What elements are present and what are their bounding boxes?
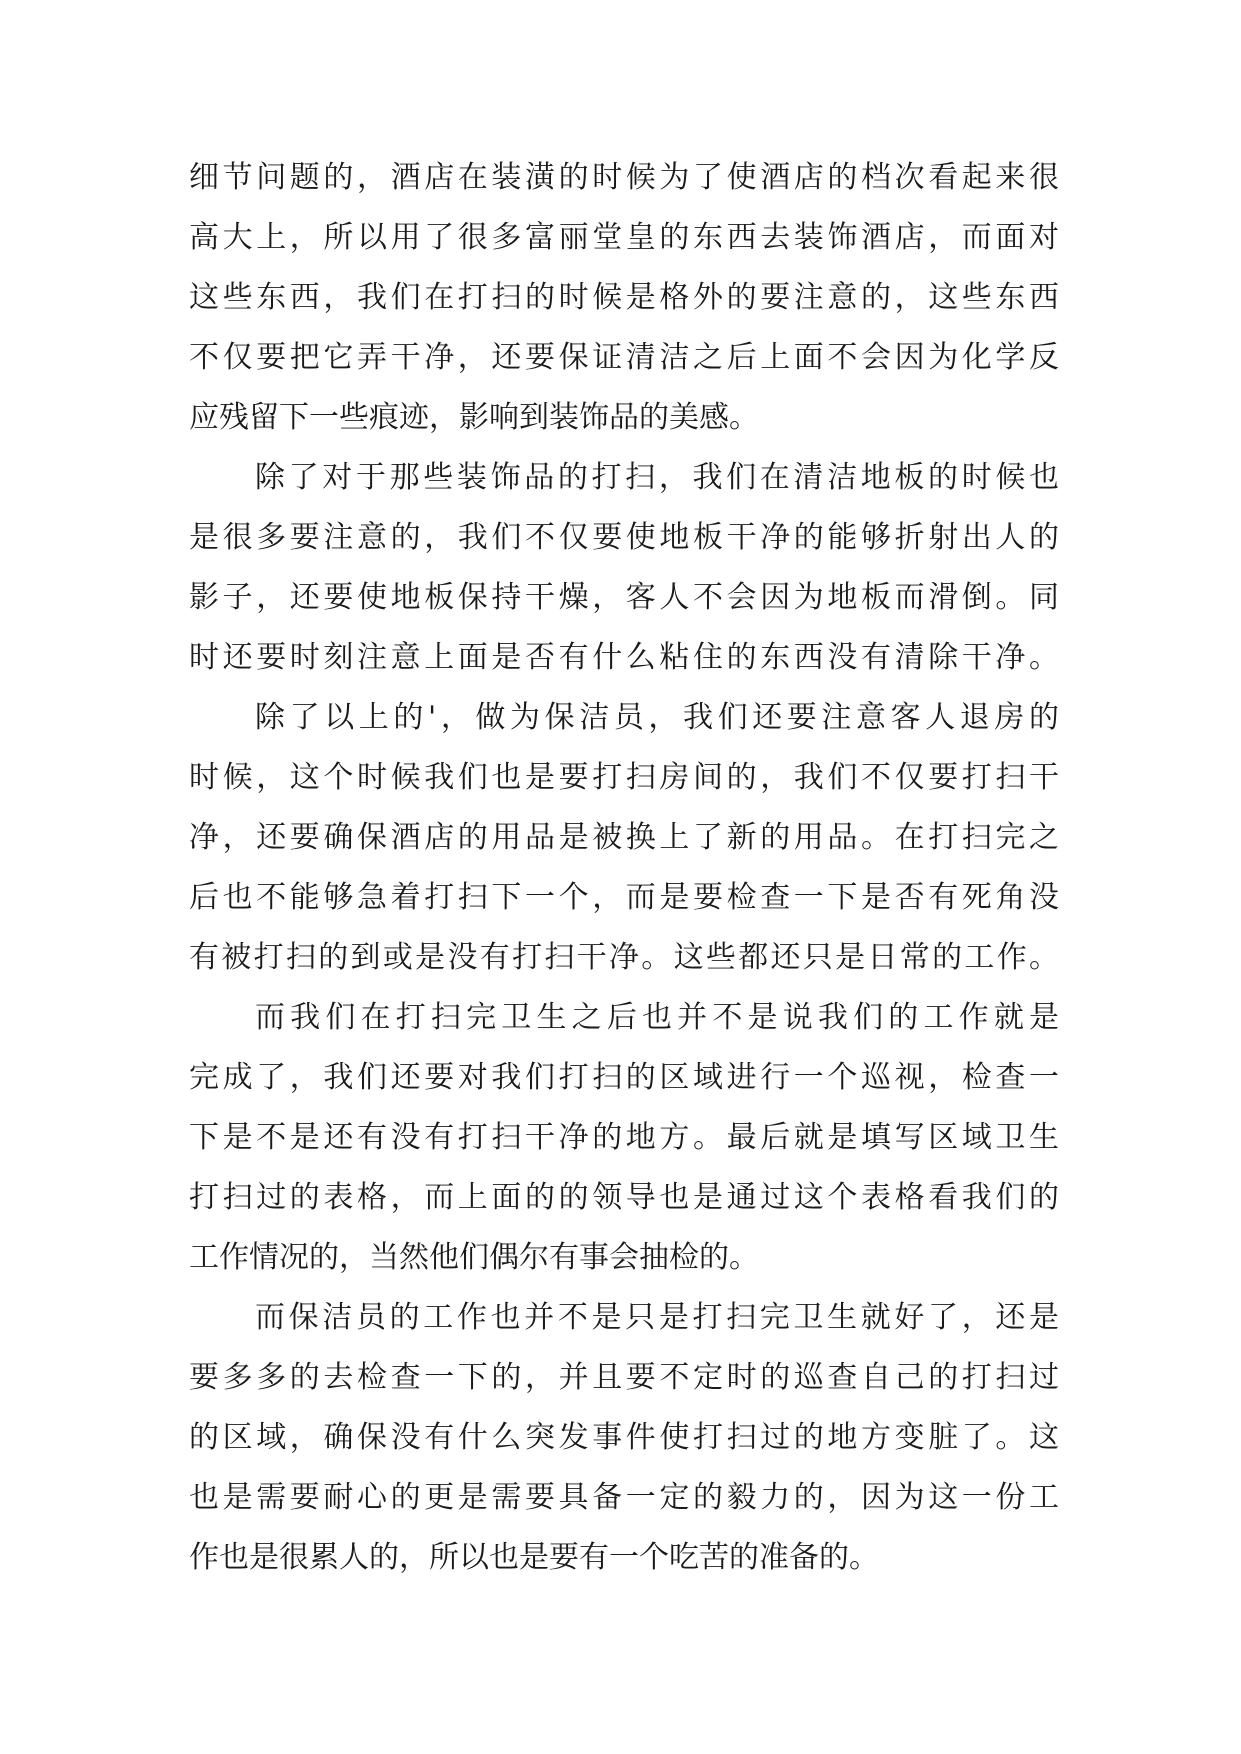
- text-line: 有被打扫的到或是没有打扫干净。这些都还只是日常的工作。: [189, 940, 1059, 975]
- text-line: 应残留下一些痕迹，影响到装饰品的美感。: [189, 400, 759, 435]
- text-line: 要多多的去检查一下的，并且要不定时的巡查自己的打扫过: [189, 1360, 1059, 1395]
- text-line: 也是需要耐心的更是需要具备一定的毅力的，因为这一份工: [189, 1480, 1059, 1515]
- text-line: 是很多要注意的，我们不仅要使地板干净的能够折射出人的: [189, 520, 1059, 555]
- text-line: 细节问题的，酒店在装潢的时候为了使酒店的档次看起来很: [189, 160, 1059, 195]
- text-line: 工作情况的，当然他们偶尔有事会抽检的。: [189, 1240, 759, 1275]
- text-line: 这些东西，我们在打扫的时候是格外的要注意的，这些东西: [189, 280, 1059, 315]
- text-line: 除了对于那些装饰品的打扫，我们在清洁地板的时候也: [255, 460, 1059, 495]
- text-line: 时还要时刻注意上面是否有什么粘住的东西没有清除干净。: [189, 640, 1059, 675]
- text-line: 净，还要确保酒店的用品是被换上了新的用品。在打扫完之: [189, 820, 1059, 855]
- text-line: 而保洁员的工作也并不是只是打扫完卫生就好了，还是: [255, 1300, 1059, 1335]
- text-line: 影子，还要使地板保持干燥，客人不会因为地板而滑倒。同: [189, 580, 1059, 615]
- text-line: 打扫过的表格，而上面的的领导也是通过这个表格看我们的: [189, 1180, 1059, 1215]
- text-line: 的区域，确保没有什么突发事件使打扫过的地方变脏了。这: [189, 1420, 1059, 1455]
- text-line: 下是不是还有没有打扫干净的地方。最后就是填写区域卫生: [189, 1120, 1059, 1155]
- text-line: 完成了，我们还要对我们打扫的区域进行一个巡视，检查一: [189, 1060, 1059, 1095]
- text-line: 除了以上的'，做为保洁员，我们还要注意客人退房的: [255, 700, 1059, 735]
- document-body: [189, 148, 1059, 1588]
- text-line: 而我们在打扫完卫生之后也并不是说我们的工作就是: [255, 1000, 1059, 1035]
- text-line: 后也不能够急着打扫下一个，而是要检查一下是否有死角没: [189, 880, 1059, 915]
- text-line: 不仅要把它弄干净，还要保证清洁之后上面不会因为化学反: [189, 340, 1059, 375]
- text-line: 作也是很累人的，所以也是要有一个吃苦的准备的。: [189, 1540, 879, 1575]
- text-line: 时候，这个时候我们也是要打扫房间的，我们不仅要打扫干: [189, 760, 1059, 795]
- text-line: 高大上，所以用了很多富丽堂皇的东西去装饰酒店，而面对: [189, 220, 1059, 255]
